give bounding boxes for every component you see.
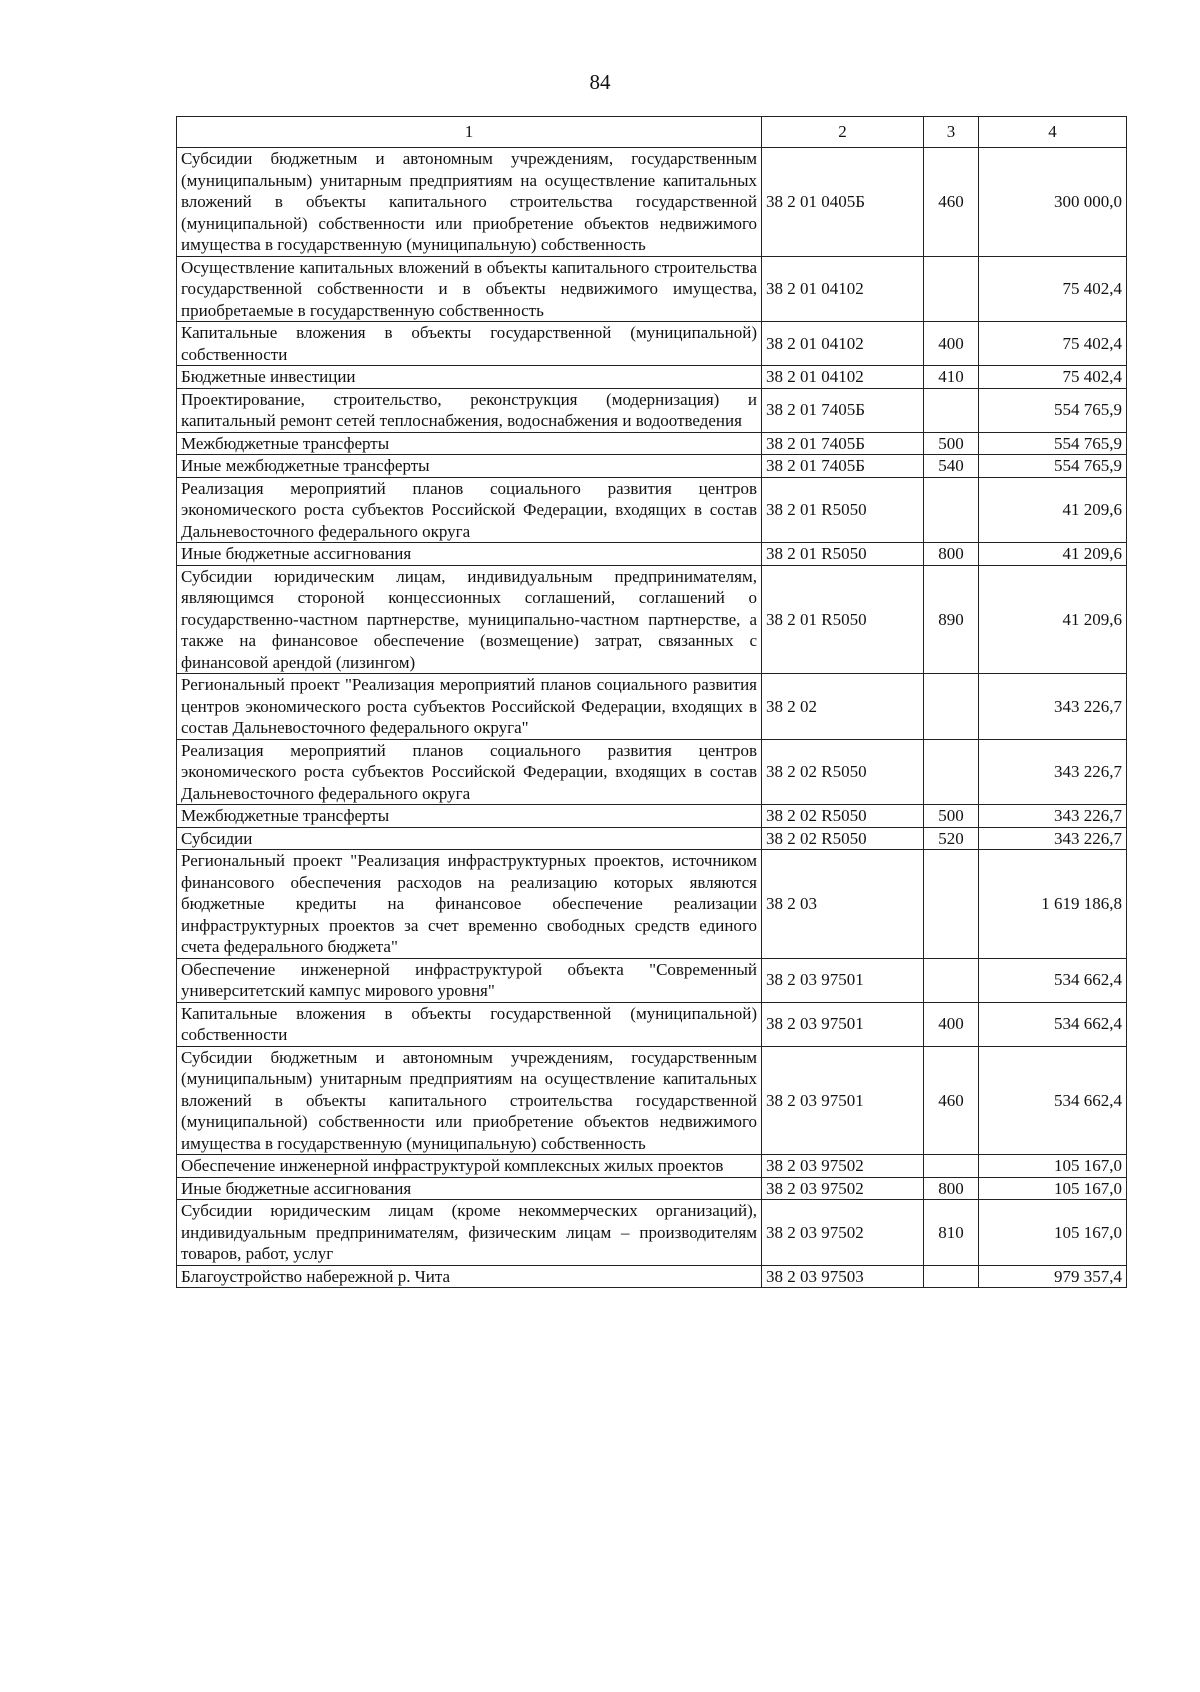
- row-amount: 554 765,9: [979, 455, 1127, 478]
- row-amount: 534 662,4: [979, 1002, 1127, 1046]
- row-name: Реализация мероприятий планов социального развития центров экономического роста субъектов Российской Федерации, входящих в состав Дальневосточного федерального округа: [177, 477, 762, 543]
- table-row: [177, 322, 1127, 366]
- table-row: [177, 565, 1127, 674]
- row-code: 38 2 02 R5050: [762, 805, 924, 828]
- row-expense-type: 520: [924, 827, 979, 850]
- table-row: [177, 477, 1127, 543]
- row-code: 38 2 01 7405Б: [762, 432, 924, 455]
- row-code: 38 2 03 97501: [762, 1046, 924, 1155]
- row-code: 38 2 03: [762, 850, 924, 959]
- row-code: 38 2 01 R5050: [762, 543, 924, 566]
- row-code: 38 2 01 0405Б: [762, 148, 924, 257]
- row-amount: 1 619 186,8: [979, 850, 1127, 959]
- row-name: Региональный проект "Реализация мероприятий планов социального развития центров экономического роста субъектов Российской Федерации, входящих в состав Дальневосточного федерального округа": [177, 674, 762, 740]
- row-code: 38 2 03 97502: [762, 1200, 924, 1266]
- row-expense-type: 500: [924, 432, 979, 455]
- row-code: 38 2 01 04102: [762, 366, 924, 389]
- row-expense-type: 410: [924, 366, 979, 389]
- row-name: Межбюджетные трансферты: [177, 432, 762, 455]
- table-row: [177, 1265, 1127, 1288]
- row-amount: 105 167,0: [979, 1155, 1127, 1178]
- budget-table: [176, 116, 1127, 1288]
- row-name: Проектирование, строительство, реконструкция (модернизация) и капитальный ремонт сетей теплоснабжения, водоснабжения и водоотведения: [177, 388, 762, 432]
- row-code: 38 2 01 R5050: [762, 477, 924, 543]
- row-name: Субсидии бюджетным и автономным учреждениям, государственным (муниципальным) унитарным предприятиям на осуществление капитальных вложений в объекты капитального строительства государственной (муниципальной) собственности или приобретение объектов недвижимого имущества в государственную (муниципальную) собственность: [177, 1046, 762, 1155]
- row-code: 38 2 03 97501: [762, 958, 924, 1002]
- row-amount: 41 209,6: [979, 565, 1127, 674]
- row-amount: 554 765,9: [979, 432, 1127, 455]
- table-row: [177, 850, 1127, 959]
- row-name: Региональный проект "Реализация инфраструктурных проектов, источником финансового обеспечения расходов на реализацию которых являются бюджетные кредиты на финансовое обеспечение реализации инфраструктурных проектов за счет временно свободных средств единого счета федерального бюджета": [177, 850, 762, 959]
- header-col-3: 3: [924, 117, 979, 148]
- row-code: 38 2 01 R5050: [762, 565, 924, 674]
- row-amount: 105 167,0: [979, 1200, 1127, 1266]
- row-code: 38 2 01 7405Б: [762, 388, 924, 432]
- row-amount: 343 226,7: [979, 739, 1127, 805]
- row-expense-type: [924, 674, 979, 740]
- row-name: Реализация мероприятий планов социального развития центров экономического роста субъектов Российской Федерации, входящих в состав Дальневосточного федерального округа: [177, 739, 762, 805]
- row-name: Межбюджетные трансферты: [177, 805, 762, 828]
- row-name: Иные межбюджетные трансферты: [177, 455, 762, 478]
- row-name: Иные бюджетные ассигнования: [177, 543, 762, 566]
- header-col-4: 4: [979, 117, 1127, 148]
- row-name: Благоустройство набережной р. Чита: [177, 1265, 762, 1288]
- row-expense-type: [924, 958, 979, 1002]
- row-expense-type: 540: [924, 455, 979, 478]
- row-code: 38 2 02 R5050: [762, 739, 924, 805]
- row-expense-type: [924, 850, 979, 959]
- row-code: 38 2 03 97501: [762, 1002, 924, 1046]
- row-expense-type: 890: [924, 565, 979, 674]
- row-code: 38 2 02: [762, 674, 924, 740]
- table-row: [177, 148, 1127, 257]
- row-name: Субсидии юридическим лицам, индивидуальным предпринимателям, являющимся стороной концессионных соглашений, соглашений о государственно-частном партнерстве, муниципально-частном партнерстве, а также на финансовое обеспечение (возмещение) затрат, связанных с финансовой арендой (лизингом): [177, 565, 762, 674]
- row-name: Бюджетные инвестиции: [177, 366, 762, 389]
- row-amount: 75 402,4: [979, 366, 1127, 389]
- row-code: 38 2 01 04102: [762, 256, 924, 322]
- table-row: [177, 1177, 1127, 1200]
- table-row: [177, 827, 1127, 850]
- row-name: Субсидии бюджетным и автономным учреждениям, государственным (муниципальным) унитарным предприятиям на осуществление капитальных вложений в объекты капитального строительства государственной (муниципальной) собственности или приобретение объектов недвижимого имущества в государственную (муниципальную) собственность: [177, 148, 762, 257]
- row-amount: 343 226,7: [979, 674, 1127, 740]
- row-amount: 554 765,9: [979, 388, 1127, 432]
- table-row: [177, 366, 1127, 389]
- row-expense-type: 800: [924, 1177, 979, 1200]
- row-expense-type: [924, 388, 979, 432]
- row-name: Иные бюджетные ассигнования: [177, 1177, 762, 1200]
- row-expense-type: [924, 256, 979, 322]
- row-amount: 41 209,6: [979, 543, 1127, 566]
- row-name: Субсидии юридическим лицам (кроме некоммерческих организаций), индивидуальным предпринимателям, физическим лицам – производителям товаров, работ, услуг: [177, 1200, 762, 1266]
- header-row: [177, 117, 1127, 148]
- row-amount: 979 357,4: [979, 1265, 1127, 1288]
- row-expense-type: 400: [924, 322, 979, 366]
- row-name: Осуществление капитальных вложений в объекты капитального строительства государственной собственности и в объекты недвижимого имущества, приобретаемые в государственную собственность: [177, 256, 762, 322]
- row-expense-type: 400: [924, 1002, 979, 1046]
- row-expense-type: [924, 1265, 979, 1288]
- row-code: 38 2 03 97502: [762, 1155, 924, 1178]
- row-amount: 75 402,4: [979, 256, 1127, 322]
- row-expense-type: 800: [924, 543, 979, 566]
- table-row: [177, 805, 1127, 828]
- row-name: Капитальные вложения в объекты государственной (муниципальной) собственности: [177, 322, 762, 366]
- row-name: Обеспечение инженерной инфраструктурой комплексных жилых проектов: [177, 1155, 762, 1178]
- table-row: [177, 1155, 1127, 1178]
- table-row: [177, 543, 1127, 566]
- row-amount: 343 226,7: [979, 827, 1127, 850]
- row-amount: 300 000,0: [979, 148, 1127, 257]
- row-amount: 534 662,4: [979, 958, 1127, 1002]
- table-row: [177, 388, 1127, 432]
- row-expense-type: [924, 739, 979, 805]
- header-col-1: 1: [177, 117, 762, 148]
- row-code: 38 2 03 97502: [762, 1177, 924, 1200]
- row-expense-type: [924, 1155, 979, 1178]
- header-col-2: 2: [762, 117, 924, 148]
- table-row: [177, 432, 1127, 455]
- table-row: [177, 1200, 1127, 1266]
- table-row: [177, 958, 1127, 1002]
- row-name: Капитальные вложения в объекты государственной (муниципальной) собственности: [177, 1002, 762, 1046]
- row-name: Субсидии: [177, 827, 762, 850]
- table-row: [177, 455, 1127, 478]
- row-amount: 75 402,4: [979, 322, 1127, 366]
- row-name: Обеспечение инженерной инфраструктурой объекта "Современный университетский кампус мирового уровня": [177, 958, 762, 1002]
- table-row: [177, 674, 1127, 740]
- row-amount: 105 167,0: [979, 1177, 1127, 1200]
- table-row: [177, 1046, 1127, 1155]
- table-row: [177, 1002, 1127, 1046]
- row-expense-type: 500: [924, 805, 979, 828]
- row-expense-type: 810: [924, 1200, 979, 1266]
- row-expense-type: 460: [924, 1046, 979, 1155]
- row-code: 38 2 01 7405Б: [762, 455, 924, 478]
- row-amount: 534 662,4: [979, 1046, 1127, 1155]
- row-expense-type: 460: [924, 148, 979, 257]
- row-amount: 343 226,7: [979, 805, 1127, 828]
- row-code: 38 2 01 04102: [762, 322, 924, 366]
- table-row: [177, 739, 1127, 805]
- row-amount: 41 209,6: [979, 477, 1127, 543]
- row-code: 38 2 03 97503: [762, 1265, 924, 1288]
- row-code: 38 2 02 R5050: [762, 827, 924, 850]
- row-expense-type: [924, 477, 979, 543]
- table-row: [177, 256, 1127, 322]
- page-number: 84: [589, 70, 611, 94]
